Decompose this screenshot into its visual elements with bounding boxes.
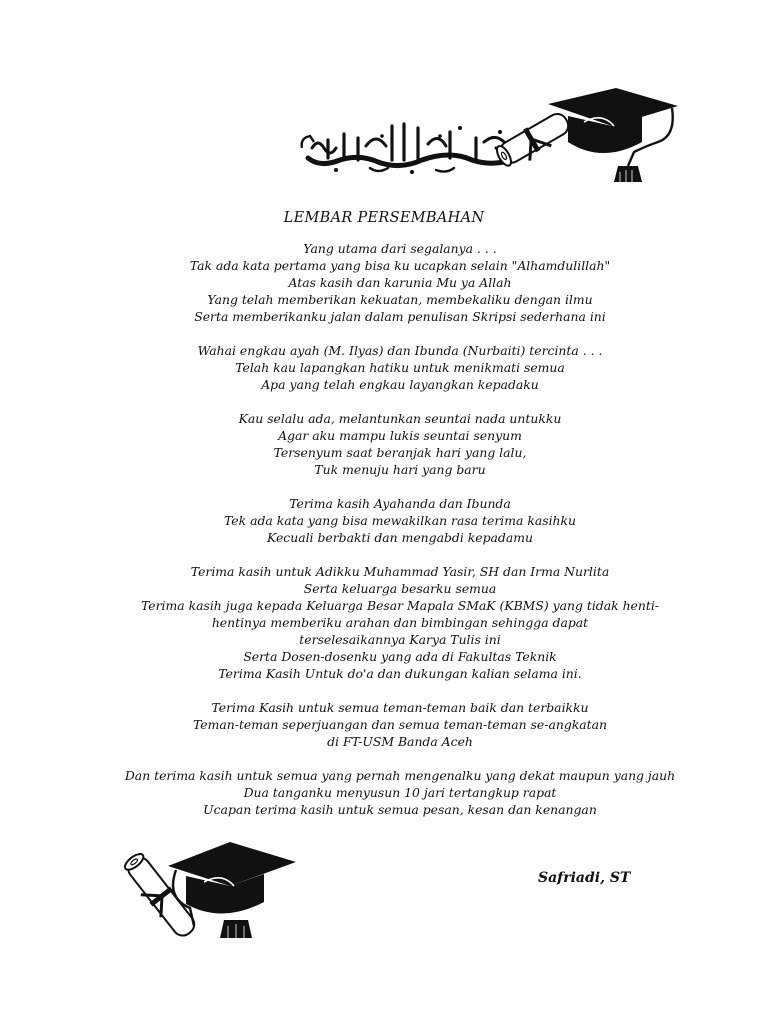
text-line: Ucapan terima kasih untuk semua pesan, kesan dan kenangan: [203, 802, 597, 817]
stanza-thanks-parents: [100, 495, 700, 546]
text-line: Tuk menuju hari yang baru: [314, 462, 486, 477]
dedication-text: [100, 240, 700, 835]
text-line: Terima kasih untuk Adikku Muhammad Yasir, SH dan Irma Nurlita: [190, 564, 610, 579]
text-line: Serta keluarga besarku semua: [303, 581, 497, 596]
stanza-family-mentors: [100, 563, 700, 682]
text-line: hentinya memberiku arahan dan bimbingan sehingga dapat: [211, 615, 589, 630]
text-line: Terima kasih juga kepada Keluarga Besar Mapala SMaK (KBMS) yang tidak henti-: [141, 598, 659, 613]
document-title: LEMBAR PERSEMBAHAN: [283, 210, 485, 226]
text-line: di FT-USM Banda Aceh: [327, 734, 473, 749]
text-line: Agar aku mampu lukis seuntai senyum: [278, 428, 522, 443]
text-line: Teman-teman seperjuangan dan semua teman-teman se-angkatan: [193, 717, 607, 732]
text-line: Wahai engkau ayah (M. Ilyas) dan Ibunda (Nurbaiti) tercinta . . .: [197, 343, 603, 358]
stanza-gratitude-allah: [100, 240, 700, 325]
text-line: Kau selalu ada, melantunkan seuntai nada untukku: [238, 411, 562, 426]
stanza-closing: [100, 767, 700, 818]
text-line: Terima kasih Ayahanda dan Ibunda: [289, 496, 511, 511]
text-line: Yang utama dari segalanya . . .: [303, 241, 497, 256]
stanza-always-there: [100, 410, 700, 478]
text-line: Tak ada kata pertama yang bisa ku ucapkan selain "Alhamdulillah": [189, 258, 611, 273]
text-line: Dua tanganku menyusun 10 jari tertangkup rapat: [243, 785, 557, 800]
text-line: Atas kasih dan karunia Mu ya Allah: [288, 275, 512, 290]
graduation-cap-diploma-icon: [110, 838, 310, 950]
text-line: Tersenyum saat beranjak hari yang lalu,: [273, 445, 527, 460]
text-line: Terima Kasih Untuk do'a dan dukungan kalian selama ini.: [218, 666, 582, 681]
text-line: Serta Dosen-dosenku yang ada di Fakultas Teknik: [243, 649, 557, 664]
stanza-friends: [100, 699, 700, 750]
text-line: Apa yang telah engkau layangkan kepadaku: [261, 377, 539, 392]
text-line: Terima Kasih untuk semua teman-teman baik dan terbaikku: [211, 700, 589, 715]
author-signature: Safriadi, ST: [538, 870, 631, 886]
text-line: Dan terima kasih untuk semua yang pernah mengenalku yang dekat maupun yang jauh: [124, 768, 676, 783]
text-line: Yang telah memberikan kekuatan, membekaliku dengan ilmu: [207, 292, 593, 307]
text-line: Serta memberikanku jalan dalam penulisan Skripsi sederhana ini: [194, 309, 606, 324]
stanza-parents: [100, 342, 700, 393]
text-line: Kecuali berbakti dan mengabdi kepadamu: [267, 530, 533, 545]
text-line: terselesaikannya Karya Tulis ini: [299, 632, 501, 647]
text-line: Telah kau lapangkan hatiku untuk menikmati semua: [235, 360, 565, 375]
text-line: Tek ada kata yang bisa mewakilkan rasa terima kasihku: [223, 513, 577, 528]
graduation-cap-diploma-icon: [486, 82, 686, 192]
